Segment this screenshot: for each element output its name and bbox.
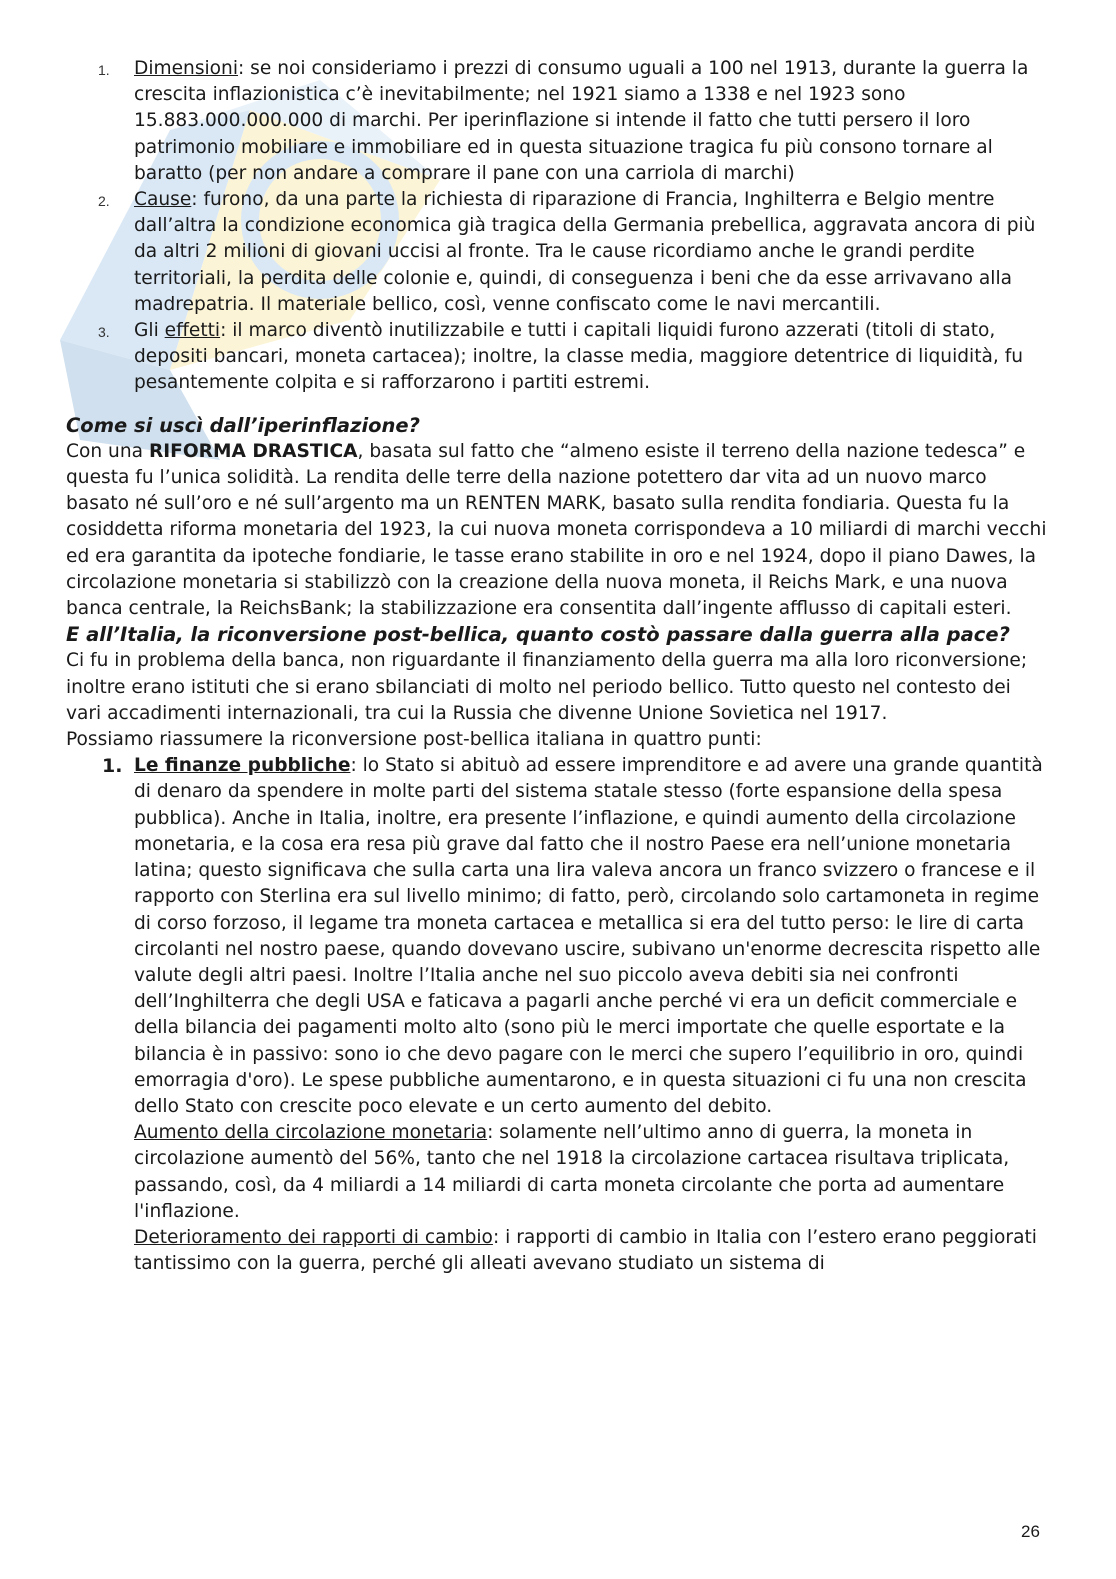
reconversion-list xyxy=(66,753,1051,1277)
item-label: Cause xyxy=(134,189,192,211)
item-label-prefix: Gli xyxy=(134,320,165,342)
sub-text: : i rapporti di cambio in Italia con l’estero erano peggiorati tantissimo con la guerra, perché gli alleati avevano studiato un sistema di xyxy=(134,1226,1037,1275)
paragraph-body: , basata sul fatto che “almeno esiste il terreno della nazione tedesca” e questa fu l’unica solidità. La rendita delle terre della nazione potettero dar vita ad un nuovo marco basato né sull’oro e né sull’argento ma un RENTEN MARK, basato sulla rendita fondiaria. Questa fu la cosiddetta riforma monetaria del 1923, la cui nuova moneta corrispondeva a 10 miliardi di marchi vecchi ed era garantita da ipoteche fondiarie, le tasse erano stabilite in oro e nel 1924, dopo il piano Dawes, la circolazione monetaria si stabilizzò con la creazione della nuova moneta, il Reichs Mark, e una nuova banca centrale, la ReichsBank; la stabilizzazione era consentita dall’ingente afflusso di capitali esteri. xyxy=(66,440,1047,620)
list-number: 1. xyxy=(98,62,110,78)
paragraph-intro: Con una xyxy=(66,440,149,462)
section-question-hyperinflation: Come si uscì dall’iperinflazione? xyxy=(66,413,420,437)
section-question-italy: E all’Italia, la riconversione post-bellica, quanto costò passare dalla guerra alla pace? xyxy=(66,623,1010,647)
item-label: Le finanze pubbliche xyxy=(134,755,351,777)
item-text: : se noi consideriamo i prezzi di consumo uguali a 100 nel 1913, durante la guerra la crescita inflazionistica c’è inevitabilmente; nel 1921 siamo a 1338 e nel 1923 sono 15.883.000.000.000 di marchi. Per iperinflazione si intende il fatto che tutti persero il loro patrimonio mobiliare e immobiliare ed in questa situazione tragica fu più consono tornare al baratto (per non andare a comprare il pane con una carriola di marchi) xyxy=(134,58,1029,184)
page-content xyxy=(66,56,1051,1277)
sub-paragraph xyxy=(134,1120,1051,1225)
paragraph: Ci fu in problema della banca, non riguardante il finanziamento della guerra ma alla loro riconversione; inoltre erano istituti che si erano sbilanciati di molto nel periodo bellico. Tutto questo nel contesto dei vari accadimenti internazionali, tra cui la Russia che divenne Unione Sovietica nel 1917. xyxy=(66,650,1028,724)
sub-paragraph xyxy=(134,1225,1051,1277)
list-item xyxy=(66,318,1051,397)
item-text: : il marco diventò inutilizzabile e tutti i capitali liquidi furono azzerati (titoli di stato, depositi bancari, moneta cartacea); inoltre, la classe media, maggiore detentrice di liquidità, fu pesantemente colpita e si rafforzarono i partiti estremi. xyxy=(134,320,1024,394)
page-number: 26 xyxy=(1021,1522,1040,1541)
item-label: Dimensioni xyxy=(134,58,238,79)
list-number: 1. xyxy=(102,755,123,778)
list-number: 2. xyxy=(98,193,110,210)
sub-text: : solamente nell’ultimo anno di guerra, la moneta in circolazione aumentò del 56%, tanto che nel 1918 la circolazione cartacea risultava triplicata, passando, così, da 4 miliardi a 14 miliardi di carta moneta circolante che porta ad aumentare l'inflazione. xyxy=(134,1122,1010,1222)
bold-term: RIFORMA DRASTICA xyxy=(148,440,358,462)
item-text: : lo Stato si abituò ad essere imprenditore e ad avere una grande quantità di denaro da spendere in molte parti del sistema statale stesso (forte espansione della spesa pubblica). Anche in Italia, inoltre, era presente l’inflazione, e quindi aumento della circolazione monetaria, e la cosa era resa più grave dal fatto che il nostro Paese era nell’unione monetaria latina; questo significava che sulla carta una lira valeva ancora un franco svizzero o francese e il rapporto con Sterlina era sul livello minimo; di fatto, però, circolando solo cartamoneta in regime di corso forzoso, il legame tra moneta cartacea e metallica si era del tutto perso: le lire di carta circolanti nel nostro paese, quando dovevano uscire, subivano un'enorme decrescita rispetto alle valute degli altri paesi. Inoltre l’Italia anche nel suo piccolo aveva debiti sia nei confronti dell’Inghilterra che degli USA e faticava a pagarli anche perché vi era un deficit commerciale e della bilancia dei pagamenti molto alto (sono più le merci importate che quelle esportate e la bilancia è in passivo: sono io che devo pagare con le merci che supero l’equilibrio in oro, quindi emorragia d'oro). Le spese pubbliche aumentarono, e in questa situazioni ci fu una non crescita dello Stato con crescite poco elevate e un certo aumento del debito. xyxy=(134,755,1043,1117)
paragraph: Possiamo riassumere la riconversione post-bellica italiana in quattro punti: xyxy=(66,729,762,751)
paragraph xyxy=(66,439,1051,622)
item-label: effetti xyxy=(164,320,221,342)
list-item xyxy=(66,753,1051,1277)
sub-label: Deterioramento dei rapporti di cambio xyxy=(134,1226,493,1248)
sub-label: Aumento della circolazione monetaria xyxy=(134,1122,488,1144)
list-number: 3. xyxy=(98,324,110,341)
list-item xyxy=(66,56,1051,187)
effects-list xyxy=(66,56,1051,397)
list-item xyxy=(66,187,1051,318)
item-text: : furono, da una parte la richiesta di riparazione di Francia, Inghilterra e Belgio mentre dall’altra la condizione economica già tragica della Germania prebellica, aggravata ancora di più da altri 2 milioni di giovani uccisi al fronte. Tra le cause ricordiamo anche le grandi perdite territoriali, la perdita delle colonie e, quindi, di conseguenza i beni che da esse arrivavano alla madrepatria. Il materiale bellico, così, venne confiscato come le navi mercantili. xyxy=(134,189,1036,315)
